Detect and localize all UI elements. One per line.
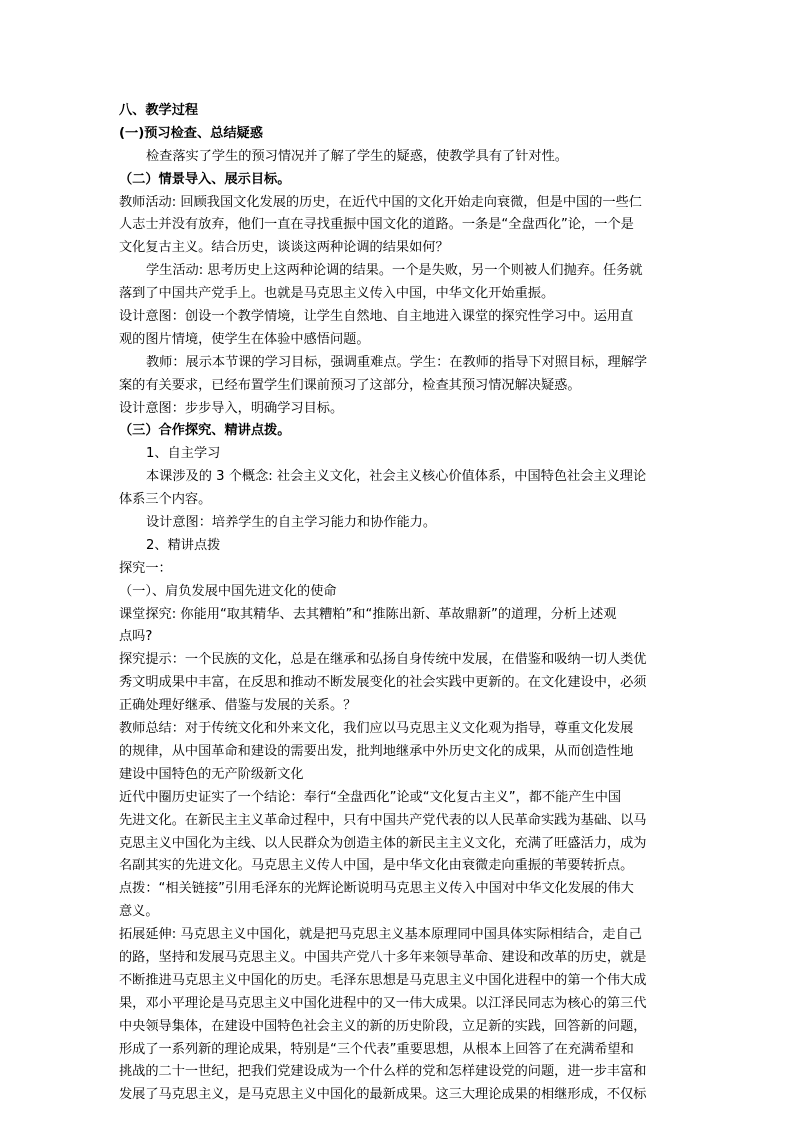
paragraph-line: 形成了一系列新的理论成果，特别是“三个代表”重要思想，从根本上回答了在充满希望和 xyxy=(119,1041,634,1057)
paragraph-line: 案的有关要求，已经布置学生们课前预习了这部分，检查其预习情况解决疑惑。 xyxy=(119,377,581,393)
section-heading: （三）合作探究、精讲点拨。 xyxy=(119,423,291,439)
paragraph-line: 人志士并没有放弃，他们一直在寻找重振中国文化的道路。一条是“全盘西化”论，一个是 xyxy=(119,217,634,233)
paragraph-line: 中央领导集体，在建设中国特色社会主义的新的历史阶段，立足新的实践，回答新的问题， xyxy=(119,1018,647,1034)
paragraph-line: 挑战的二十一世纪，把我们党建设成为一个什么样的党和怎样建设党的问题，进一步丰富和 xyxy=(119,1064,647,1080)
paragraph-line: 点吗? xyxy=(119,629,153,645)
paragraph-line: 探究一： xyxy=(119,560,172,576)
paragraph-line: 教师：展示本节课的学习目标，强调重难点。学生：在教师的指导下对照目标，理解学 xyxy=(146,354,648,370)
paragraph-line: 1、自主学习 xyxy=(146,446,221,462)
paragraph-line: 教师活动: 回顾我国文化发展的历史，在近代中国的文化开始走向衰微，但是中国的一些仁 xyxy=(119,194,642,210)
paragraph-line: 近代中圈历史证实了一个结论：奉行“全盘西化”论或“文化复古主义”，都不能产生中国 xyxy=(119,789,622,805)
paragraph-line: 体系三个内容。 xyxy=(119,492,212,508)
paragraph-line: 文化复古主义。结合历史，谈谈这两种论调的结果如何？ xyxy=(119,240,449,256)
paragraph-line: 发展了马克思主义，是马克思主义中国化的最新成果。这三大理论成果的相继形成，不仅标 xyxy=(119,1087,647,1103)
paragraph-line: 落到了中国共产党手上。也就是马克思主义传入中国，中华文化开始重振。 xyxy=(119,286,555,302)
paragraph-line: 的路，坚持和发展马克思主义。中国共产党八十多年来领导革命、建设和改革的历史，就是 xyxy=(119,949,647,965)
paragraph-line: 点拨：“相关链接”引用毛泽东的光辉论断说明马克思主义传入中国对中华文化发展的伟大 xyxy=(119,881,634,897)
paragraph-line: 设计意图：培养学生的自主学习能力和协作能力。 xyxy=(146,515,437,531)
paragraph-line: 正确处理好继承、借鉴与发展的关系。？ xyxy=(119,698,357,714)
paragraph-line: 观的图片情境，使学生在体验中感悟问题。 xyxy=(119,331,370,347)
paragraph-line: 教师总结：对于传统文化和外来文化，我们应以马克思主义文化观为指导，尊重文化发展 xyxy=(119,721,634,737)
paragraph-line: 意义。 xyxy=(119,904,159,920)
paragraph-line: 设计意图：步步导入，明确学习目标。 xyxy=(119,400,344,416)
paragraph-line: 检查落实了学生的预习情况并了解了学生的疑惑，使教学具有了针对性。 xyxy=(146,148,568,164)
paragraph-line: 秀文明成果中丰富，在反思和推动不断发展变化的社会实践中更新的。在文化建设中，必须 xyxy=(119,675,647,691)
paragraph-line: 不断推进马克思主义中国化的历史。毛泽东思想是马克思主义中国化进程中的第一个伟大成 xyxy=(119,972,647,988)
paragraph-line: 学生活动: 思考历史上这两种论调的结果。一个是失败，另一个则被人们抛弃。任务就 xyxy=(146,263,643,279)
paragraph-line: 克思主义中国化为主线、以人民群众为创造主体的新民主主义文化，充满了旺盛活力，成为 xyxy=(119,835,647,851)
section-heading: （二）情景导入、展示目标。 xyxy=(119,171,291,187)
paragraph-line: 建设中国特色的无产阶级新文化 xyxy=(119,766,304,782)
paragraph-line: 先进文化。在新民主主义革命过程中，只有中国共产党代表的以人民革命实践为基础、以马 xyxy=(119,812,647,828)
section-heading: (一)预习检查、总结疑惑 xyxy=(119,125,263,141)
paragraph-line: （一）、肩负发展中国先进文化的使命 xyxy=(119,583,337,599)
document-page xyxy=(119,100,679,1107)
paragraph-line: 本课涉及的 3 个概念: 社会主义文化，社会主义核心价值体系，中国特色社会主义理论 xyxy=(146,469,647,485)
paragraph-line: 课堂探究: 你能用“取其精华、去其糟粕”和“推陈出新、革故鼎新”的道理，分析上述观 xyxy=(119,606,617,622)
paragraph-line: 的规律，从中国革命和建设的需要出发，批判地继承中外历史文化的成果，从而创造性地 xyxy=(119,743,634,759)
paragraph-line: 探究提示：一个民族的文化，总是在继承和弘扬自身传统中发展，在借鉴和吸纳一切人类优 xyxy=(119,652,647,668)
paragraph-line: 拓展延伸: 马克思主义中国化，就是把马克思主义基本原理同中国具体实际相结合，走自己 xyxy=(119,927,642,943)
paragraph-line: 设计意图：创设一个教学情境，让学生自然地、自主地进入课堂的探究性学习中。运用直 xyxy=(119,309,634,325)
section-heading: 八、教学过程 xyxy=(119,103,199,118)
paragraph-line: 名副其实的先进文化。马克思主义传人中国，是中华文化由衰微走向重振的苇要转折点。 xyxy=(119,858,634,874)
paragraph-line: 2、精讲点拨 xyxy=(146,537,221,553)
paragraph-line: 果，邓小平理论是马克思主义中国化进程中的又一伟大成果。以江泽民同志为核心的第三代 xyxy=(119,995,647,1011)
